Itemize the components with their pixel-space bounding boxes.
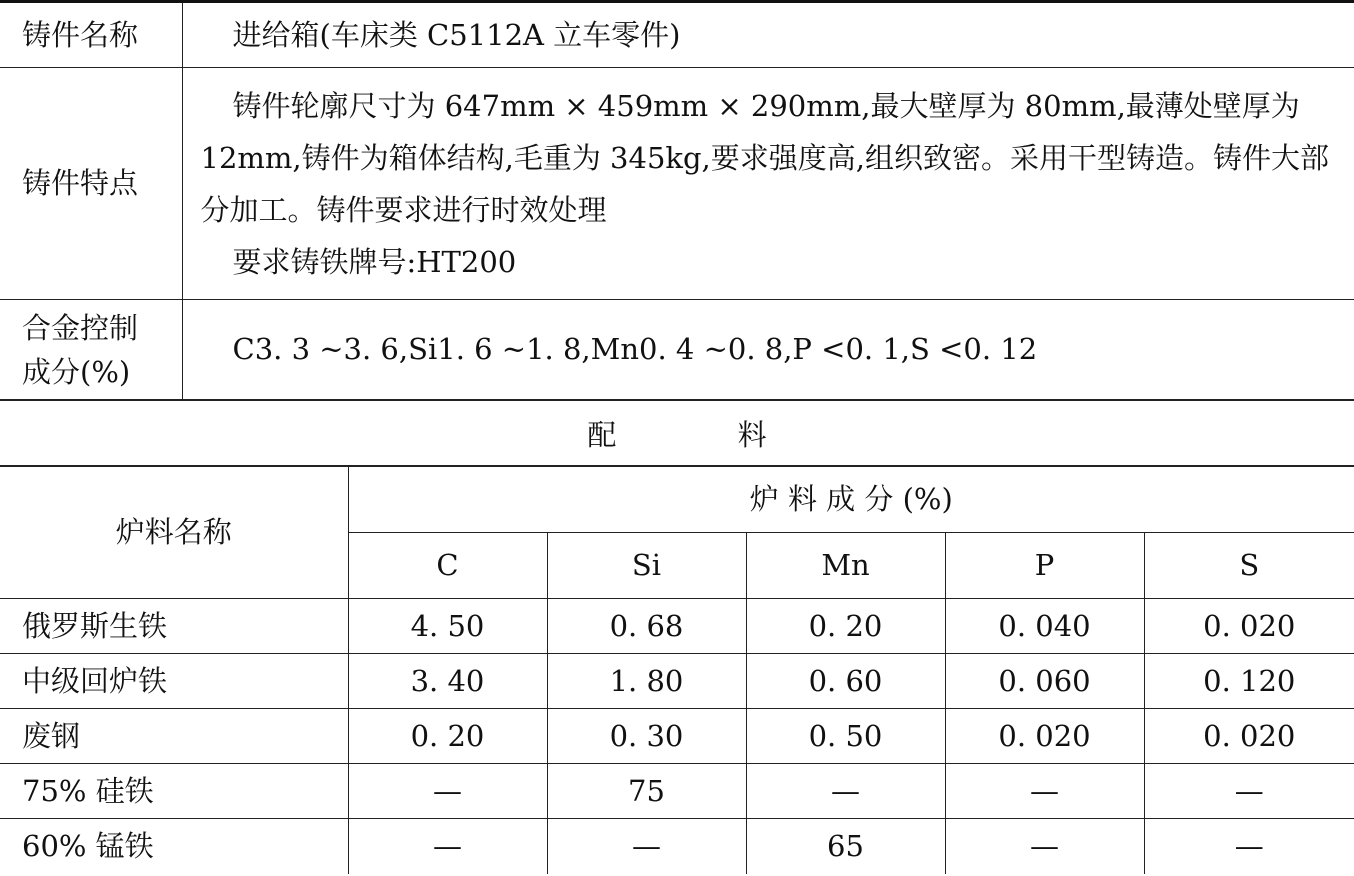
value-s: 0. 020 (1144, 709, 1354, 764)
element-header-p: P (945, 533, 1144, 599)
casting-features-row (0, 68, 1354, 300)
material-name: 中级回炉铁 (0, 654, 348, 709)
section-title-text: 配 料 (587, 417, 823, 452)
value-si: 1. 80 (547, 654, 746, 709)
value-p: 0. 020 (945, 709, 1144, 764)
alloy-label-line1: 合金控制 (22, 310, 139, 345)
casting-name-label: 铸件名称 (0, 2, 182, 68)
value-p: 0. 060 (945, 654, 1144, 709)
element-header-s: S (1144, 533, 1354, 599)
value-p: — (945, 764, 1144, 819)
casting-name-value: 进给箱(车床类 C5112A 立车零件) (182, 2, 1354, 68)
casting-features-cell (182, 68, 1354, 300)
value-c: — (348, 819, 547, 874)
alloy-control-value: C3. 3 ~3. 6,Si1. 6 ~1. 8,Mn0. 4 ~0. 8,P <0. 1,S <0. 12 (182, 300, 1354, 400)
value-c: 0. 20 (348, 709, 547, 764)
composition-header: 炉 料 成 分 (%) (348, 467, 1354, 533)
value-p: — (945, 819, 1144, 874)
value-si: 0. 30 (547, 709, 746, 764)
material-name: 俄罗斯生铁 (0, 599, 348, 654)
value-c: 4. 50 (348, 599, 547, 654)
value-si: 75 (547, 764, 746, 819)
material-name-header: 炉料名称 (0, 467, 348, 599)
table-row (0, 819, 1354, 874)
value-mn: 0. 20 (746, 599, 945, 654)
material-name: 废钢 (0, 709, 348, 764)
value-c: 3. 40 (348, 654, 547, 709)
value-si: — (547, 819, 746, 874)
iron-grade-text: 要求铸铁牌号:HT200 (232, 244, 517, 279)
value-s: — (1144, 764, 1354, 819)
value-mn: 0. 50 (746, 709, 945, 764)
casting-info-table (0, 0, 1354, 400)
alloy-control-row (0, 300, 1354, 400)
casting-features-text: 铸件轮廓尺寸为 647mm × 459mm × 290mm,最大壁厚为 80mm,最薄处壁厚为12mm,铸件为箱体结构,毛重为 345kg,要求强度高,组织致密。采用干型铸造。铸件大部分加工。铸件要求进行时效处理 (200, 88, 1329, 227)
alloy-control-label (0, 300, 182, 400)
casting-features-label: 铸件特点 (0, 68, 182, 300)
value-c: — (348, 764, 547, 819)
table-row (0, 709, 1354, 764)
materials-header-row (0, 467, 1354, 533)
value-mn: — (746, 764, 945, 819)
element-header-mn: Mn (746, 533, 945, 599)
table-row (0, 599, 1354, 654)
section-title (0, 400, 1354, 466)
value-p: 0. 040 (945, 599, 1144, 654)
alloy-label-line2: 成分(%) (22, 354, 131, 389)
value-s: 0. 120 (1144, 654, 1354, 709)
element-header-c: C (348, 533, 547, 599)
material-name: 75% 硅铁 (0, 764, 348, 819)
value-s: — (1144, 819, 1354, 874)
material-name: 60% 锰铁 (0, 819, 348, 874)
value-mn: 65 (746, 819, 945, 874)
table-row (0, 764, 1354, 819)
materials-table (0, 466, 1354, 874)
element-header-si: Si (547, 533, 746, 599)
casting-name-row (0, 2, 1354, 68)
value-mn: 0. 60 (746, 654, 945, 709)
value-s: 0. 020 (1144, 599, 1354, 654)
table-row (0, 654, 1354, 709)
value-si: 0. 68 (547, 599, 746, 654)
